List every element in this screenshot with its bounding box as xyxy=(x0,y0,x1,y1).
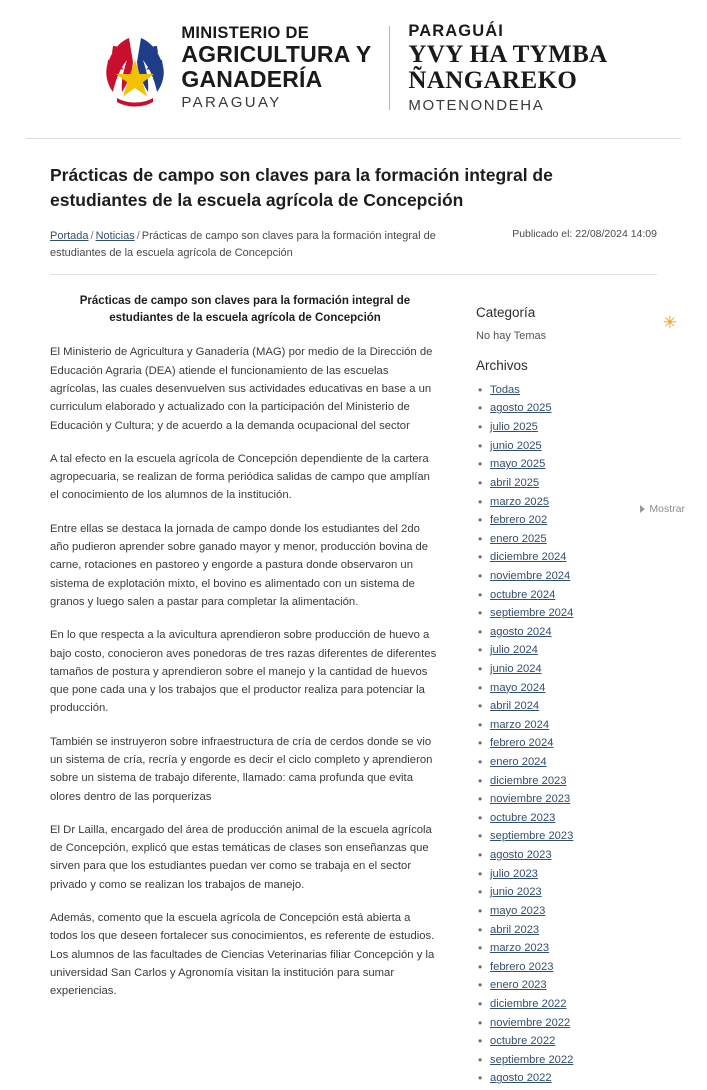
archive-link[interactable]: abril 2025 xyxy=(490,476,540,489)
archive-link[interactable]: diciembre 2022 xyxy=(490,997,567,1010)
article-column xyxy=(50,291,458,1016)
main-columns xyxy=(50,275,657,1090)
list-item[interactable] xyxy=(476,829,658,844)
ministry-name xyxy=(181,25,389,110)
ministry-line-1: MINISTERIO DE xyxy=(181,24,310,43)
archive-link[interactable]: agosto 2022 xyxy=(490,1072,552,1085)
archive-link[interactable]: mayo 2023 xyxy=(490,904,546,917)
archive-link[interactable]: noviembre 2023 xyxy=(490,793,571,806)
list-item[interactable] xyxy=(476,941,658,956)
list-item[interactable] xyxy=(476,885,658,900)
content-wrapper xyxy=(0,163,707,1090)
archive-link[interactable]: enero 2024 xyxy=(490,756,547,769)
header-divider xyxy=(26,138,681,139)
breadcrumb-row xyxy=(50,224,657,262)
list-item[interactable] xyxy=(476,699,658,714)
guarani-line-4: MOTENONDEHA xyxy=(408,96,545,114)
archive-link[interactable]: Todas xyxy=(490,383,520,396)
archive-link[interactable]: junio 2023 xyxy=(490,886,542,899)
published-date: Publicado el: 22/08/2024 14:09 xyxy=(512,227,657,240)
archive-link[interactable]: marzo 2025 xyxy=(490,495,550,508)
guarani-line-3: ÑANGAREKO xyxy=(408,67,578,95)
archive-link[interactable]: marzo 2023 xyxy=(490,942,550,955)
breadcrumb-current: Prácticas de campo son claves para la formación integral de estudiantes de la escuela agrícola de Concepción xyxy=(50,229,436,259)
list-item[interactable] xyxy=(476,792,658,807)
ministry-name-guarani xyxy=(390,23,607,113)
list-item[interactable] xyxy=(476,569,658,584)
guarani-line-1: PARAGUÁI xyxy=(408,21,504,40)
list-item[interactable] xyxy=(476,550,658,565)
article-heading: Prácticas de campo son claves para la formación integral de estudiantes de la escuela agrícola de Concepción xyxy=(79,294,411,325)
archive-link[interactable]: julio 2023 xyxy=(490,867,538,880)
article-paragraph: El Ministerio de Agricultura y Ganadería (MAG) por medio de la Dirección de Educación Agraria (DEA) atiende el funcionamiento de las escuelas agrícolas, las cuales desenvuelven sus actividades educativas en base a un curriculum elaborado y actualizado con la participación del Ministerio de Educación y Cultura; y de acuerdo a la demanda ocupacional del sector xyxy=(50,346,433,432)
list-item[interactable] xyxy=(476,662,658,677)
list-item[interactable] xyxy=(476,606,658,621)
archive-link[interactable]: julio 2024 xyxy=(490,644,538,657)
list-item[interactable] xyxy=(476,681,658,696)
list-item[interactable] xyxy=(476,513,658,528)
archive-link[interactable]: octubre 2022 xyxy=(490,1035,556,1048)
archive-link[interactable]: septiembre 2023 xyxy=(490,830,574,843)
list-item[interactable] xyxy=(476,960,658,975)
breadcrumb-link-portada[interactable]: Portada xyxy=(50,229,89,242)
list-item[interactable] xyxy=(476,420,658,435)
breadcrumb xyxy=(50,224,480,262)
archive-link[interactable]: agosto 2023 xyxy=(490,849,552,862)
archive-link[interactable]: mayo 2025 xyxy=(490,458,546,471)
list-item[interactable] xyxy=(476,625,658,640)
list-item[interactable] xyxy=(476,811,658,826)
archive-link[interactable]: agosto 2025 xyxy=(490,402,552,415)
archive-link[interactable]: diciembre 2023 xyxy=(490,774,567,787)
archive-link[interactable]: febrero 2024 xyxy=(490,737,554,750)
sidebar-category-title: Categoría xyxy=(476,304,536,320)
list-item[interactable] xyxy=(476,439,658,454)
list-item[interactable] xyxy=(476,401,658,416)
archive-link[interactable]: junio 2024 xyxy=(490,662,542,675)
archive-link[interactable]: agosto 2024 xyxy=(490,625,552,638)
list-item[interactable] xyxy=(476,1071,658,1086)
ministry-line-2: AGRICULTURA Y xyxy=(181,41,372,68)
list-item[interactable] xyxy=(476,643,658,658)
list-item[interactable] xyxy=(476,495,658,510)
archive-link[interactable]: octubre 2023 xyxy=(490,811,556,824)
sidebar-archives-title: Archivos xyxy=(476,357,528,373)
list-item[interactable] xyxy=(476,904,658,919)
list-item[interactable] xyxy=(476,718,658,733)
archive-link[interactable]: septiembre 2022 xyxy=(490,1053,574,1066)
archive-link[interactable]: octubre 2024 xyxy=(490,588,556,601)
list-item[interactable] xyxy=(476,532,658,547)
list-item[interactable] xyxy=(476,383,658,398)
list-item[interactable] xyxy=(476,774,658,789)
sidebar xyxy=(458,291,658,1090)
breadcrumb-separator-1: / xyxy=(90,229,94,242)
site-header xyxy=(0,0,707,128)
ministry-line-4: PARAGUAY xyxy=(181,94,282,112)
list-item[interactable] xyxy=(476,457,658,472)
article-paragraph: Entre ellas se destaca la jornada de campo donde los estudiantes del 2do año pudieron aprender sobre ganado mayor y menor, producción bovina de carne, rotaciones en pastoreo y engorde a pastura donde observaron un sistema de explotación mixto, el bovino es alimentado con un sistema de granos y luego salen a pastar para completar la alimentación. xyxy=(50,522,429,608)
archive-link[interactable]: enero 2023 xyxy=(490,979,547,992)
mostrar-toggle[interactable] xyxy=(640,503,685,515)
archive-link[interactable]: diciembre 2024 xyxy=(490,551,567,564)
page-title: Prácticas de campo son claves para la formación integral de estudiantes de la escuela agrícola de Concepción xyxy=(50,165,553,211)
snowflake-icon[interactable]: ✳ xyxy=(662,313,677,332)
archive-link[interactable]: enero 2025 xyxy=(490,532,547,545)
list-item[interactable] xyxy=(476,848,658,863)
archive-link[interactable]: noviembre 2024 xyxy=(490,569,571,582)
list-item[interactable] xyxy=(476,997,658,1012)
list-item[interactable] xyxy=(476,1034,658,1049)
mostrar-label: Mostrar xyxy=(649,503,685,515)
list-item[interactable] xyxy=(476,923,658,938)
article-paragraph: En lo que respecta a la avicultura aprendieron sobre producción de huevo a bajo costo, conocieron aves ponedoras de tres razas diferentes de diferentes tamaños de postura y aprendieron sobre el manejo y la cantidad de huevos que pone cada una y los trabajos que el productor realiza para potenciar la producción. xyxy=(50,629,437,715)
article-paragraph: También se instruyeron sobre infraestructura de cría de cerdos donde se vio un sistema de cría, recría y engorde es decir el ciclo completo y aprendieron sobre un sistema de trabajo diferente, llamado: cama profunda que evita olores dentro de las porquerizas xyxy=(50,735,433,803)
archive-link[interactable]: junio 2025 xyxy=(490,439,542,452)
archive-link[interactable]: septiembre 2024 xyxy=(490,607,574,620)
site-logo[interactable] xyxy=(99,22,607,114)
archive-link[interactable]: febrero 2023 xyxy=(490,960,554,973)
list-item[interactable] xyxy=(476,867,658,882)
mag-paraguay-crest-icon xyxy=(99,22,171,114)
guarani-line-2: YVY HA TYMBA xyxy=(408,40,608,68)
archive-link[interactable]: noviembre 2022 xyxy=(490,1016,571,1029)
list-item[interactable] xyxy=(476,1053,658,1068)
breadcrumb-link-noticias[interactable]: Noticias xyxy=(95,229,135,242)
list-item[interactable] xyxy=(476,736,658,751)
archive-link[interactable]: marzo 2024 xyxy=(490,718,550,731)
list-item[interactable] xyxy=(476,978,658,993)
list-item[interactable] xyxy=(476,755,658,770)
archive-link[interactable]: julio 2025 xyxy=(490,421,538,434)
chevron-right-icon xyxy=(640,505,645,513)
article-body xyxy=(50,343,440,1000)
archive-link[interactable]: abril 2023 xyxy=(490,923,540,936)
list-item[interactable] xyxy=(476,1016,658,1031)
breadcrumb-separator-2: / xyxy=(136,229,140,242)
archive-link[interactable]: mayo 2024 xyxy=(490,681,546,694)
ministry-line-3: GANADERÍA xyxy=(181,65,323,92)
archive-link[interactable]: abril 2024 xyxy=(490,700,540,713)
article-paragraph: Además, comento que la escuela agrícola de Concepción está abierta a todos los que deseen fortalecer sus conocimientos, es referente de estudios. Los alumnos de las facultades de Ciencias Veterinarias filiar Concepción y la universidad San Carlos y Agronomía visitan la institución para sumar experiencias. xyxy=(50,912,435,998)
archive-list xyxy=(476,383,658,1087)
article-paragraph: A tal efecto en la escuela agrícola de Concepción dependiente de la cartera agropecuaria, se realizan de forma periódica salidas de campo que amplían el conocimiento de los alumnos de la institución. xyxy=(50,452,430,502)
archive-link[interactable]: febrero 202 xyxy=(490,514,548,527)
article-paragraph: El Dr Lailla, encargado del área de producción animal de la escuela agrícola de Concepción, explicó que estas temáticas de clases son enseñanzas que sirven para que los estudiantes puedan ver como se trabaja en el sector privado y como se realizan los trabajos de manejo. xyxy=(50,823,432,891)
list-item[interactable] xyxy=(476,588,658,603)
list-item[interactable] xyxy=(476,476,658,491)
sidebar-category-empty: No hay Temas xyxy=(476,329,547,342)
